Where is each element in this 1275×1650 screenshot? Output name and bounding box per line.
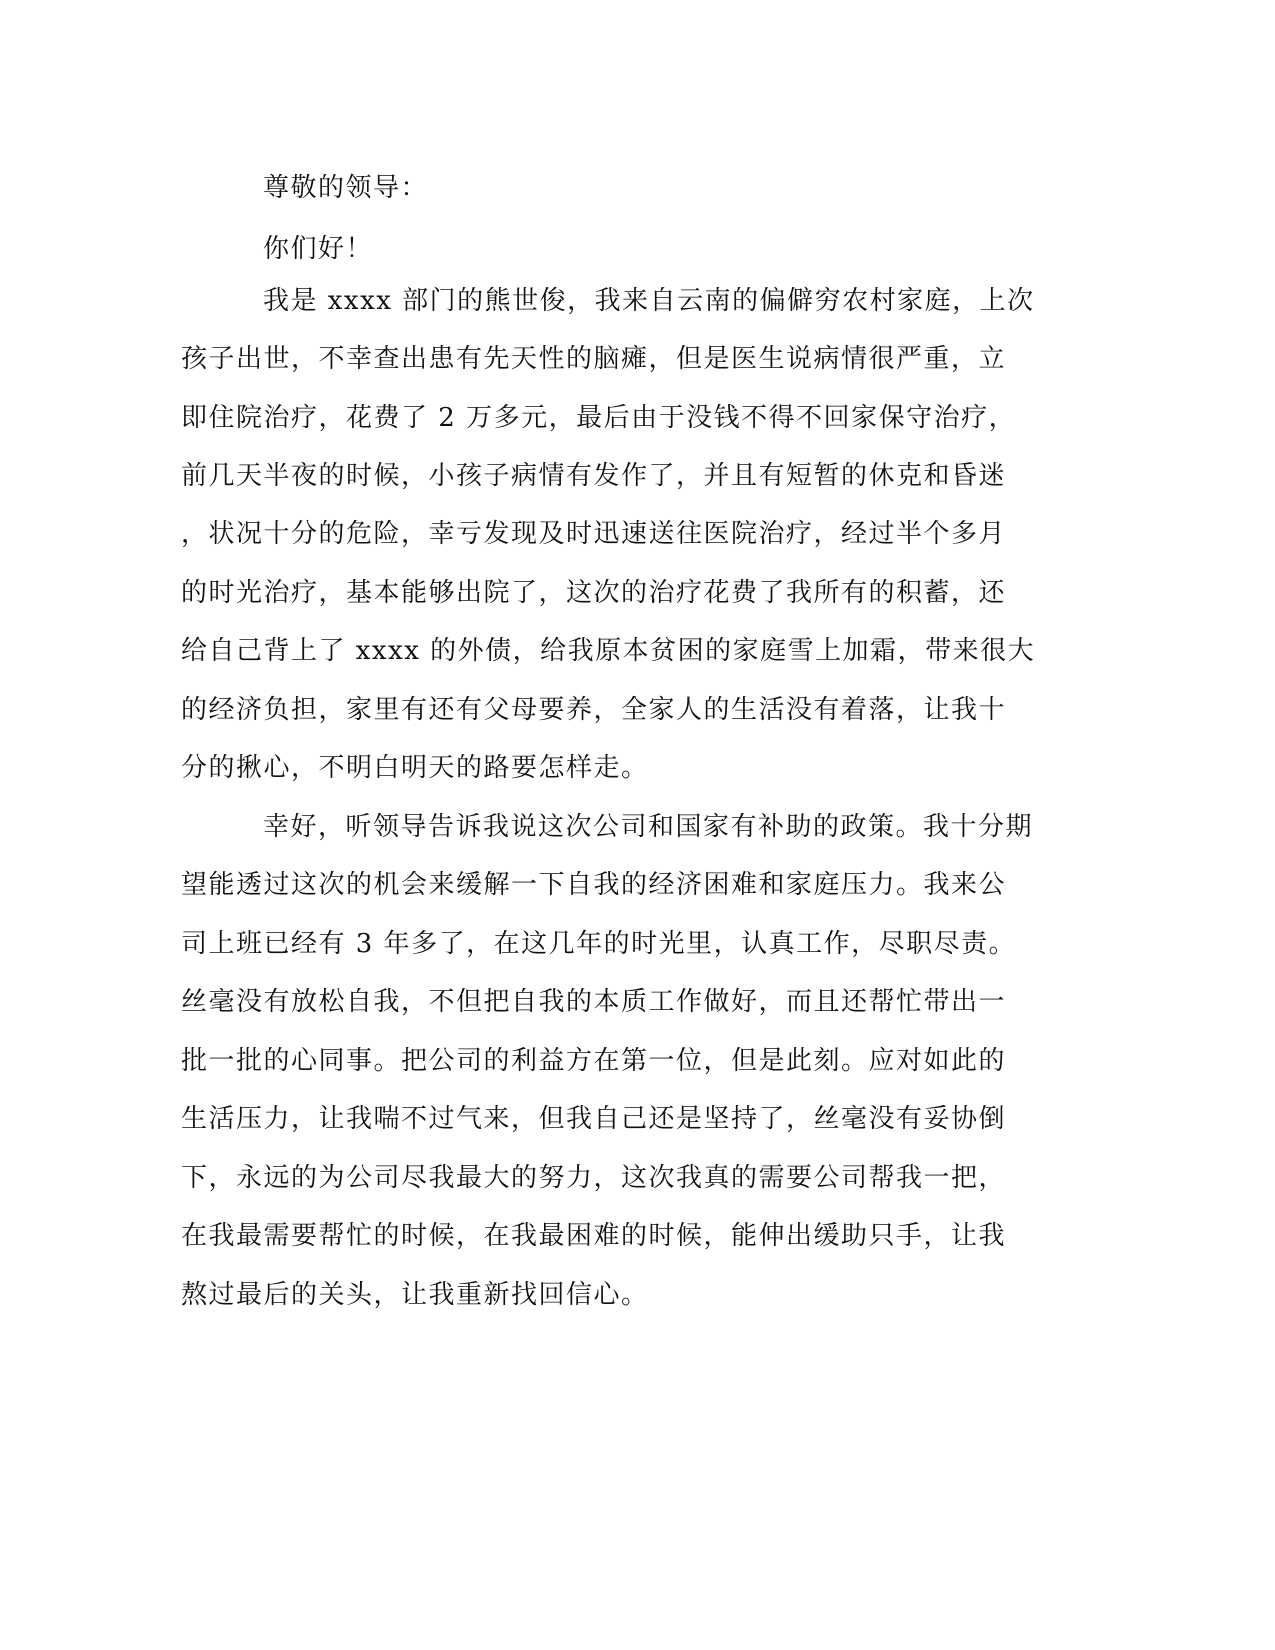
paragraph-1-line-9: 分的揪心，不明白明天的路要怎样走。 xyxy=(181,753,649,783)
paragraph-1-line-3: 即住院治疗，花费了 2 万多元，最后由于没钱不得不回家保守治疗， xyxy=(181,403,1017,433)
paragraph-1-line-7: 给自己背上了 xxxx 的外债，给我原本贫困的家庭雪上加霜，带来很大 xyxy=(181,636,1036,666)
paragraph-1-line-5: ，状况十分的危险，幸亏发现及时迅速送往医院治疗，经过半个多月 xyxy=(181,519,1007,549)
paragraph-2-line-7: 下，永远的为公司尽我最大的努力，这次我真的需要公司帮我一把， xyxy=(181,1163,1007,1193)
paragraph-2-line-6: 生活压力，让我喘不过气来，但我自己还是坚持了，丝毫没有妥协倒 xyxy=(181,1104,1007,1134)
paragraph-2-line-2: 望能透过这次的机会来缓解一下自我的经济困难和家庭压力。我来公 xyxy=(181,870,1007,900)
paragraph-2-line-4: 丝毫没有放松自我，不但把自我的本质工作做好，而且还帮忙带出一 xyxy=(181,987,1007,1017)
paragraph-1-line-8: 的经济负担，家里有还有父母要养，全家人的生活没有着落，让我十 xyxy=(181,695,1007,725)
paragraph-2-line-5: 批一批的心同事。把公司的利益方在第一位，但是此刻。应对如此的 xyxy=(181,1046,1007,1076)
paragraph-2-line-8: 在我最需要帮忙的时候，在我最困难的时候，能伸出缓助只手，让我 xyxy=(181,1221,1007,1251)
paragraph-2-line-3: 司上班已经有 3 年多了，在这几年的时光里，认真工作，尽职尽责。 xyxy=(181,929,1017,959)
paragraph-1-line-4: 前几天半夜的时候，小孩子病情有发作了，并且有短暂的休克和昏迷 xyxy=(181,461,1007,491)
paragraph-1-line-1: 我是 xxxx 部门的熊世俊，我来自云南的偏僻穷农村家庭，上次 xyxy=(263,286,1035,316)
paragraph-1-line-6: 的时光治疗，基本能够出院了，这次的治疗花费了我所有的积蓄，还 xyxy=(181,578,1007,608)
paragraph-2-line-9: 熬过最后的关头，让我重新找回信心。 xyxy=(181,1280,649,1310)
paragraph-1-line-2: 孩子出世，不幸查出患有先天性的脑瘫，但是医生说病情很严重，立 xyxy=(181,344,1007,374)
paragraph-2-line-1: 幸好，听领导告诉我说这次公司和国家有补助的政策。我十分期 xyxy=(263,812,1034,842)
greeting: 你们好！ xyxy=(263,234,374,264)
salutation: 尊敬的领导： xyxy=(263,173,429,203)
